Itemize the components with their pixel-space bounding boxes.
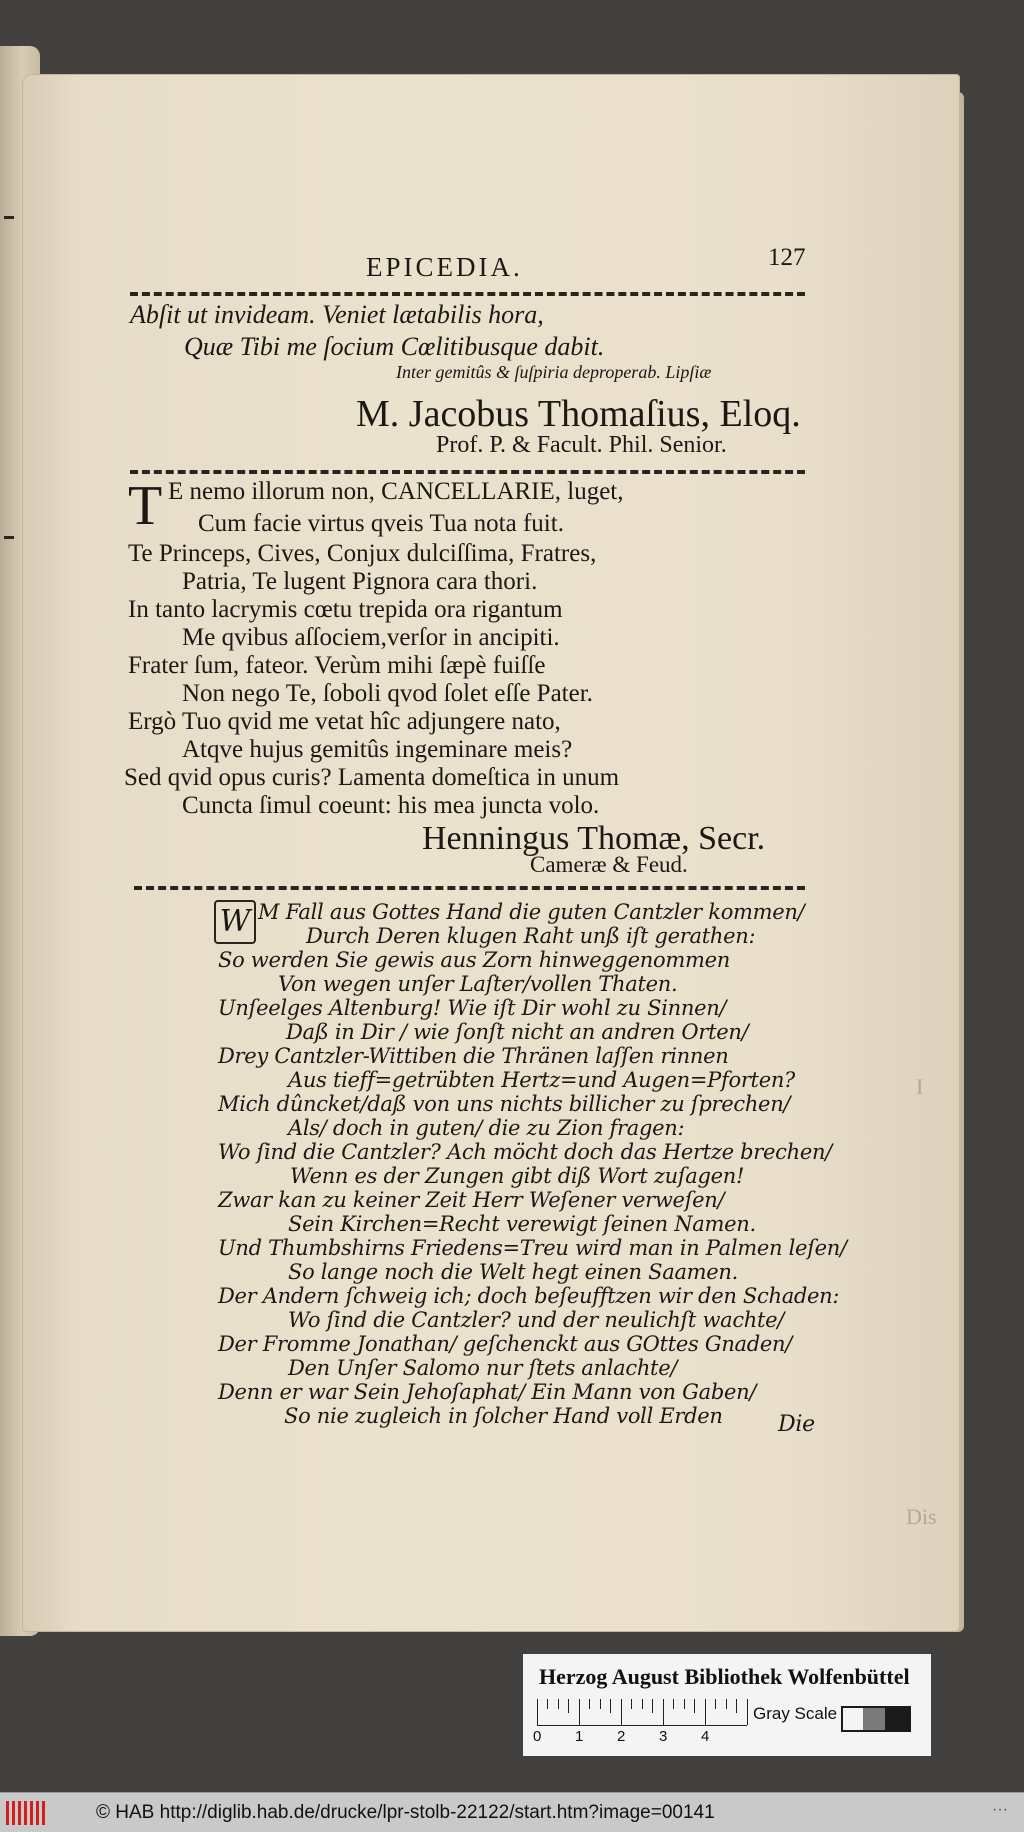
poem-line: Durch Deren klugen Raht unß iſt gerathen:: [306, 924, 756, 948]
permalink-url[interactable]: © HAB http://diglib.hab.de/drucke/lpr-stolb-22122/start.htm?image=00141: [96, 1802, 715, 1823]
scale-number: 0: [533, 1728, 542, 1745]
poem-line: Der Andern ſchweig ich; doch beſeufftzen wir den Schaden:: [218, 1284, 840, 1308]
library-name: Herzog August Bibliothek Wolfenbüttel: [539, 1664, 910, 1689]
scale-number: 1: [575, 1728, 584, 1745]
section-rule: [130, 470, 805, 474]
poem-line: Ergò Tuo qvid me vetat hîc adjungere nato,: [128, 708, 561, 735]
poem-line: Non nego Te, ſoboli qvod ſolet eſſe Pater.: [182, 680, 593, 707]
poem-line: Zwar kan zu keiner Zeit Herr Weſener verweſen/: [218, 1188, 725, 1212]
poem-line: Von wegen unſer Laſter/vollen Thaten.: [278, 972, 678, 996]
running-header: EPICEDIA.: [366, 252, 523, 282]
poem-line: Den Unſer Salomo nur ſtets anlachte/: [288, 1356, 678, 1380]
poem-line: So werden Sie gewis aus Zorn hinweggenommen: [218, 948, 730, 972]
ink-mark: [4, 536, 14, 539]
viewer-bar: [0, 1792, 1024, 1832]
poem-line: Sein Kirchen=Recht verewigt ſeinen Namen.: [288, 1212, 756, 1236]
catchword: Die: [778, 1412, 815, 1437]
drop-cap: W: [214, 900, 256, 944]
poem-line: Drey Cantzler-Wittiben die Thränen laſſen rinnen: [218, 1044, 729, 1068]
poem-line: Me qvibus aſſociem,verſor in ancipiti.: [182, 624, 560, 651]
poem-line: Te Princeps, Cives, Conjux dulciſſima, Fratres,: [128, 540, 597, 567]
poem-line: Wenn es der Zungen gibt diß Wort zuſagen!: [290, 1164, 745, 1188]
poem-line: Aus tieff=getrübten Hertz=und Augen=Pforten?: [288, 1068, 796, 1092]
poem-line: Daß in Dir / wie ſonſt nicht an andren Orten/: [286, 1020, 749, 1044]
poem-line: In tanto lacrymis cœtu trepida ora rigantum: [128, 596, 563, 623]
poem-line: Frater ſum, fateor. Verùm mihi ſæpè fuiſſe: [128, 652, 546, 679]
author-signature: M. Jacobus Thomaſius, Eloq.: [356, 393, 801, 435]
poem-line: Wo ſind die Cantzler? und der neulichſt wachte/: [288, 1308, 785, 1332]
author-title: Prof. P. & Facult. Phil. Senior.: [436, 432, 727, 458]
poem-line: Cuncta ſimul coeunt: his mea juncta volo.: [182, 792, 600, 819]
poem-line: Mich dûncket/daß von uns nichts billicher zu ſprechen/: [218, 1092, 791, 1116]
couplet-line-2: Quæ Tibi me ſocium Cœlitibusque dabit.: [184, 332, 605, 361]
poem-line: Und Thumbshirns Friedens=Treu wird man in Palmen leſen/: [218, 1236, 847, 1260]
poem-line: E nemo illorum non, CANCELLARIE, luget,: [168, 478, 624, 505]
poem-line: Der Fromme Jonathan/ geſchenckt aus GOttes Gnaden/: [218, 1332, 793, 1356]
ruler-scale: [537, 1699, 773, 1725]
poem-line: Denn er war Sein Jehoſaphat/ Ein Mann von Gaben/: [218, 1380, 757, 1404]
poem-line: Cum facie virtus qveis Tua nota fuit.: [198, 510, 564, 537]
scale-number: 2: [617, 1728, 626, 1745]
ink-mark: [4, 216, 14, 219]
composition-note: Inter gemitûs & ſuſpiria deproperab. Lipſiæ: [396, 362, 712, 382]
couplet-line-1: Abſit ut invideam. Veniet lætabilis hora,: [130, 300, 544, 329]
gray-swatch-black: [885, 1706, 911, 1732]
poem-line: Als/ doch in guten/ die zu Zion fragen:: [288, 1116, 685, 1140]
gray-scale-label: Gray Scale: [753, 1704, 838, 1723]
poem-line: M Fall aus Gottes Hand die guten Cantzler kommen/: [258, 900, 805, 924]
section-rule: [134, 886, 805, 890]
poem-line: Wo ſind die Cantzler? Ach möcht doch das Hertze brechen/: [218, 1140, 832, 1164]
poem-line: Unſeelges Altenburg! Wie iſt Dir wohl zu Sinnen/: [218, 996, 727, 1020]
page-number: 127: [768, 244, 806, 271]
gray-swatch-mid: [863, 1706, 885, 1732]
library-label: [523, 1654, 931, 1756]
poem-line: So lange noch die Welt hegt einen Saamen.: [288, 1260, 739, 1284]
hab-logo-icon: [6, 1801, 46, 1825]
scale-number: 3: [659, 1728, 668, 1745]
author-title: Cameræ & Feud.: [530, 852, 688, 877]
poem-line: Patria, Te lugent Pignora cara thori.: [182, 568, 538, 595]
header-rule: [130, 292, 805, 296]
poem-line: So nie zugleich in ſolcher Hand voll Erden: [284, 1404, 723, 1428]
drop-cap: T: [128, 475, 163, 537]
author-signature: Henningus Thomæ, Secr.: [422, 820, 766, 857]
poem-line: Atqve hujus gemitûs ingeminare meis?: [182, 736, 573, 763]
more-options-icon[interactable]: ···: [992, 1801, 1008, 1818]
bleed-through-mark: I: [916, 1074, 924, 1099]
gray-swatch-white: [841, 1706, 863, 1732]
scale-number: 4: [701, 1728, 710, 1745]
poem-line: Sed qvid opus curis? Lamenta domeſtica in unum: [124, 764, 620, 791]
bleed-through-mark: Dis: [906, 1504, 937, 1529]
